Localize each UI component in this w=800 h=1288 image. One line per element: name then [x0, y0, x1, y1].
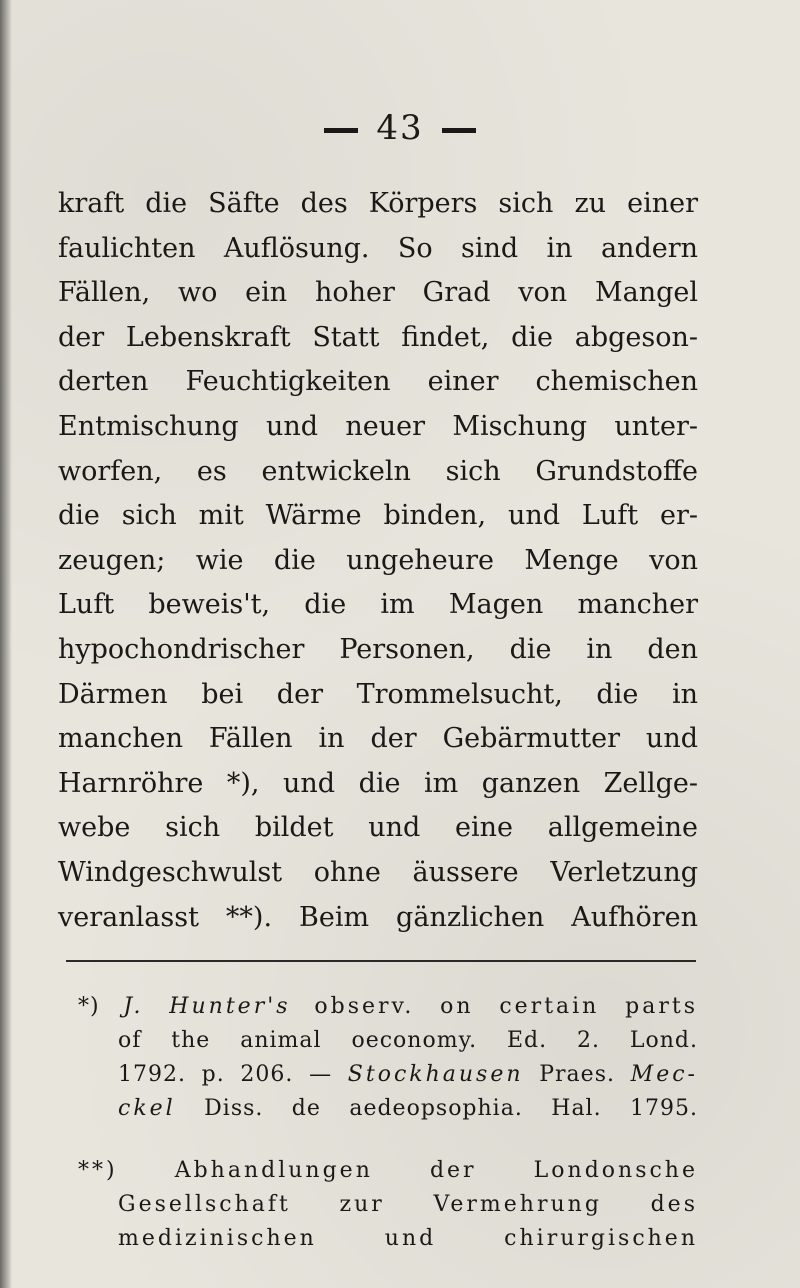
- main-text: [58, 182, 698, 940]
- author-name: Mec-: [630, 1062, 698, 1087]
- footnote-marker: **): [78, 1158, 118, 1183]
- text-line: hypochondrischer Personen, die in den: [58, 633, 698, 665]
- page-header: [0, 108, 800, 148]
- footnote-text: Abhandlungen der Londonsche: [174, 1158, 698, 1183]
- footnotes: [78, 990, 698, 1256]
- author-name: ckel: [118, 1096, 176, 1121]
- text-line: Windgeschwulst ohne äussere Verletzung: [58, 856, 698, 888]
- footnote-2-line-1: [78, 1154, 698, 1188]
- text-line: faulichten Auflösung. So sind in andern: [58, 232, 698, 264]
- footnote-2-line-2: Gesellschaft zur Vermehrung des: [118, 1192, 698, 1217]
- footnote-1-line-3: [78, 1058, 698, 1092]
- text-line: Fällen, wo ein hoher Grad von Mangel: [58, 277, 698, 309]
- text-line: Luft beweis't, die im Magen mancher: [58, 589, 698, 621]
- text-line: kraft die Säfte des Körpers sich zu einer: [58, 188, 698, 219]
- text-line: veranlasst **). Beim gänzlichen Aufhören: [58, 901, 698, 933]
- header-dash-left: [324, 128, 358, 133]
- footnote-text: Praes.: [539, 1062, 615, 1087]
- text-line: worfen, es entwickeln sich Grundstoffe: [58, 455, 698, 487]
- text-line: Entmischung und neuer Mischung unter-: [58, 410, 698, 442]
- text-line: der Lebenskraft Statt findet, die abgeson-: [58, 321, 698, 353]
- footnote-text: observ. on certain parts: [314, 994, 698, 1019]
- text-line: Därmen bei der Trommelsucht, die in: [58, 678, 698, 710]
- text-line: Harnröhre *), und die im ganzen Zellge-: [58, 767, 698, 799]
- footnote-marker: *): [78, 994, 100, 1019]
- page-number: 43: [376, 108, 424, 148]
- text-line: manchen Fällen in der Gebärmutter und: [58, 723, 698, 755]
- header-dash-right: [442, 128, 476, 133]
- footnote-1-line-4: [78, 1092, 698, 1126]
- footnote-text: Diss. de aedeopsophia. Hal. 1795.: [204, 1096, 698, 1121]
- author-name: J. Hunter's: [123, 994, 291, 1019]
- text-line: die sich mit Wärme binden, und Luft er-: [58, 500, 698, 532]
- footnote-1-line-2: of the animal oeconomy. Ed. 2. Lond.: [118, 1028, 698, 1053]
- footnote-gap: [78, 1126, 698, 1154]
- footnote-text: 1792. p. 206. —: [118, 1062, 333, 1087]
- author-name: Stockhausen: [347, 1062, 524, 1087]
- text-line: zeugen; wie die ungeheure Menge von: [58, 544, 698, 576]
- footnote-2-line-3: medizinischen und chirurgischen: [118, 1226, 698, 1251]
- page-binding-shadow: [0, 0, 12, 1288]
- footnote-rule: [66, 960, 696, 962]
- text-line: webe sich bildet und eine allgemeine: [58, 812, 698, 844]
- text-line: derten Feuchtigkeiten einer chemischen: [58, 366, 698, 398]
- footnote-1-line-1: [78, 990, 698, 1024]
